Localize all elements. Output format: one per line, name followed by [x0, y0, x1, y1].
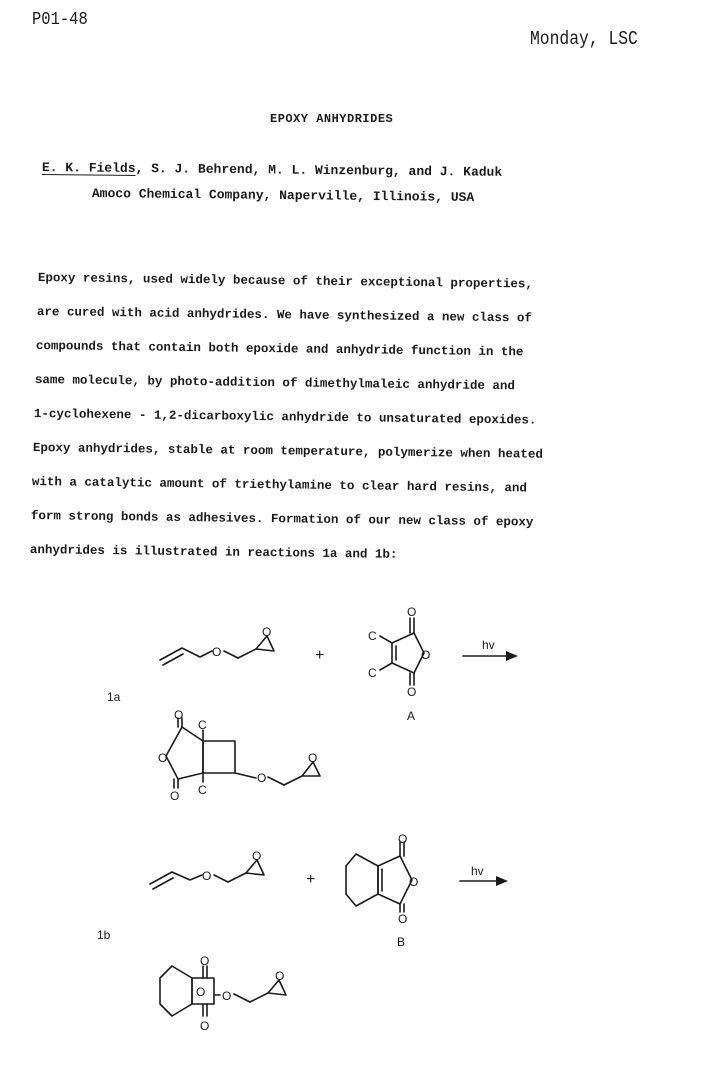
carbonyl-oxygen: O — [200, 1019, 210, 1033]
carbonyl-oxygen: O — [398, 832, 408, 846]
methyl-carbon: C — [368, 666, 377, 680]
methyl-carbon: C — [198, 718, 207, 732]
reaction-arrow — [460, 864, 508, 886]
epoxide-oxygen: O — [262, 625, 272, 639]
co-authors: , S. J. Behrend, M. L. Winzenburg, and J. Kaduk — [135, 160, 503, 180]
plus-sign: + — [315, 647, 325, 664]
ring-oxygen: O — [158, 751, 168, 765]
ring-oxygen: O — [196, 985, 206, 999]
abstract-line: same molecule, by photo-addition of dimethylmaleic anhydride and — [34, 373, 516, 394]
cyclohexene-dicarboxylic-anhydride-structure — [346, 832, 418, 949]
reaction-arrow — [463, 638, 518, 661]
document-id: P01-48 — [32, 10, 88, 30]
compound-label-a: A — [407, 709, 416, 723]
presenting-author: E. K. Fields — [41, 160, 136, 176]
affiliation: Amoco Chemical Company, Naperville, Illinois, USA — [91, 186, 475, 206]
abstract-line: anhydrides is illustrated in reactions 1a and 1b: — [29, 543, 398, 562]
carbonyl-oxygen: O — [407, 685, 417, 699]
ring-oxygen: O — [409, 875, 419, 889]
reaction-label: 1a — [107, 690, 121, 704]
carbonyl-oxygen: O — [170, 789, 180, 803]
abstract-line: 1-cyclohexene - 1,2-dicarboxylic anhydride to unsaturated epoxides. — [33, 407, 537, 428]
carbonyl-oxygen: O — [398, 912, 408, 926]
dimethylmaleic-anhydride-structure — [368, 605, 430, 723]
plus-sign: + — [306, 871, 316, 888]
product-1a-structure — [158, 708, 320, 803]
session-label: Monday, LSC — [530, 28, 638, 50]
methyl-carbon: C — [198, 783, 207, 797]
abstract-line: are cured with acid anhydrides. We have synthesized a new class of — [36, 305, 533, 326]
epoxide-oxygen: O — [252, 849, 262, 863]
epoxide-oxygen: O — [308, 751, 318, 765]
abstract-title: EPOXY ANHYDRIDES — [270, 112, 394, 126]
ether-oxygen: O — [222, 989, 232, 1003]
ether-oxygen: O — [257, 771, 267, 785]
allyl-glycidyl-ether-structure — [160, 625, 274, 665]
abstract-line: Epoxy resins, used widely because of their exceptional properties, — [37, 271, 534, 292]
ether-oxygen: O — [212, 645, 222, 659]
carbonyl-oxygen: O — [407, 605, 417, 619]
ether-oxygen: O — [202, 869, 212, 883]
carbonyl-oxygen: O — [174, 708, 184, 722]
hv-label: hv — [471, 864, 484, 878]
reaction-1b — [97, 832, 508, 1033]
carbonyl-oxygen: O — [200, 954, 210, 968]
abstract-line: compounds that contain both epoxide and anhydride function in the — [35, 339, 524, 360]
compound-label-b: B — [397, 935, 406, 949]
abstract-line: form strong bonds as adhesives. Formation of our new class of epoxy — [30, 509, 534, 530]
abstract-line: with a catalytic amount of triethylamine to clear hard resins, and — [31, 475, 528, 496]
hv-label: hv — [482, 638, 495, 652]
reaction-label: 1b — [97, 928, 111, 942]
allyl-glycidyl-ether-structure — [150, 849, 264, 889]
reaction-1a — [107, 605, 518, 803]
methyl-carbon: C — [368, 629, 377, 643]
abstract-line: Epoxy anhydrides, stable at room temperature, polymerize when heated — [32, 441, 544, 462]
epoxide-oxygen: O — [275, 969, 285, 983]
ring-oxygen: O — [421, 648, 431, 662]
product-1b-structure — [160, 954, 286, 1033]
